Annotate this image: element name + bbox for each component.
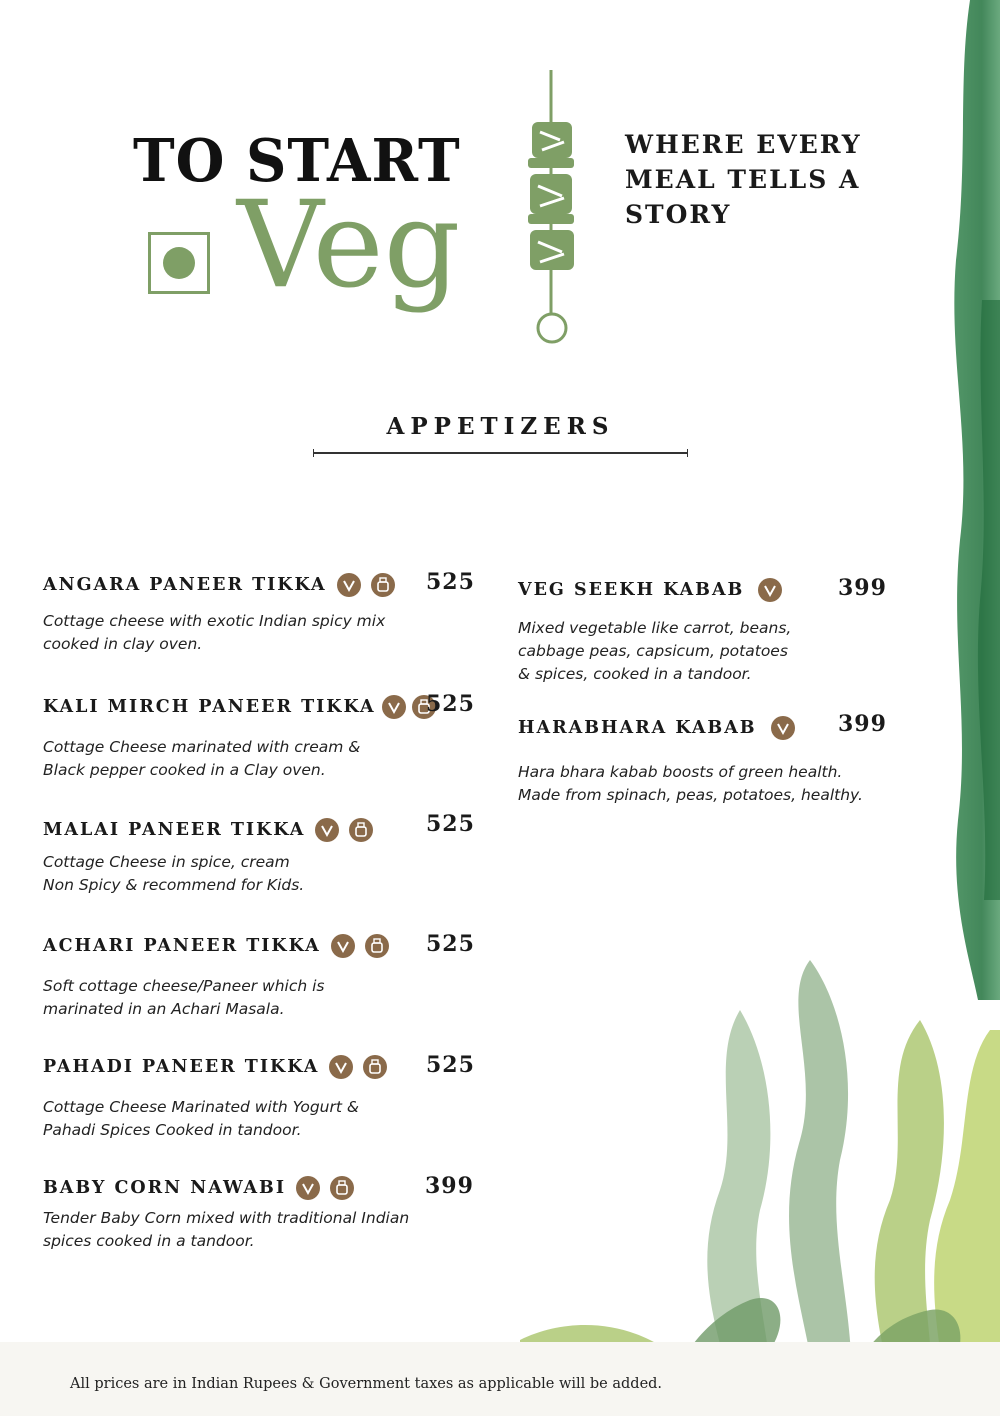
item-price: 399: [838, 711, 887, 737]
vegetarian-v-icon: [758, 578, 782, 602]
menu-item: [43, 1173, 473, 1253]
item-description: Soft cottage cheese/Paneer which is marinated in an Achari Masala.: [43, 977, 325, 1018]
veg-symbol-icon: [148, 232, 210, 294]
item-price: 525: [426, 1052, 475, 1078]
item-name: ACHARI PANEER TIKKA: [43, 936, 321, 956]
menu-item: [43, 811, 475, 897]
vegetarian-v-icon: [315, 818, 339, 842]
item-description: Cottage Cheese in spice, cream Non Spicy & recommend for Kids.: [43, 853, 305, 894]
item-price: 525: [426, 569, 475, 595]
vegetarian-v-icon: [329, 1055, 353, 1079]
vegetarian-v-icon: [382, 695, 406, 719]
item-description: Mixed vegetable like carrot, beans, cabbage peas, capsicum, potatoes & spices, cooked in a tandoor.: [518, 619, 792, 683]
skewer-icon: [520, 70, 584, 350]
item-name: KALI MIRCH PANEER TIKKA: [43, 697, 376, 717]
vegan-jar-icon: [363, 1055, 387, 1079]
menu-item: [43, 931, 473, 1021]
vegetarian-v-icon: [296, 1176, 320, 1200]
section-heading: APPETIZERS: [386, 413, 615, 440]
item-price: 525: [426, 811, 475, 837]
title-to-start: TO START: [133, 126, 461, 196]
item-name: MALAI PANEER TIKKA: [43, 820, 306, 840]
vegan-jar-icon: [349, 818, 373, 842]
item-price: 399: [425, 1173, 474, 1199]
menu-item: [43, 1052, 473, 1142]
item-name: BABY CORN NAWABI: [43, 1178, 287, 1198]
item-price: 399: [838, 575, 887, 601]
menu-item: [518, 575, 888, 686]
item-description: Tender Baby Corn mixed with traditional Indian spices cooked in a tandoor.: [43, 1209, 410, 1250]
vegetarian-v-icon: [337, 573, 361, 597]
vegan-jar-icon: [371, 573, 395, 597]
item-description: Cottage cheese with exotic Indian spicy mix cooked in clay oven.: [43, 612, 386, 653]
section-divider: [313, 452, 688, 454]
item-description: Hara bhara kabab boosts of green health. Made from spinach, peas, potatoes, healthy.: [518, 763, 863, 804]
menu-item: [43, 692, 473, 782]
item-description: Cottage Cheese Marinated with Yogurt & Pahadi Spices Cooked in tandoor.: [43, 1098, 359, 1139]
item-description: Cottage Cheese marinated with cream & Black pepper cooked in a Clay oven.: [43, 738, 361, 779]
vegetarian-v-icon: [331, 934, 355, 958]
vegan-jar-icon: [330, 1176, 354, 1200]
item-name: HARABHARA KABAB: [518, 718, 757, 738]
footer-note: All prices are in Indian Rupees & Government taxes as applicable will be added.: [70, 1376, 663, 1392]
menu-item: [43, 570, 473, 656]
vegan-jar-icon: [365, 934, 389, 958]
title-veg: Veg: [237, 176, 461, 315]
item-name: VEG SEEKH KABAB: [518, 580, 745, 600]
item-name: ANGARA PANEER TIKKA: [43, 575, 327, 595]
vegetarian-v-icon: [771, 716, 795, 740]
tagline: WHERE EVERY MEAL TELLS A STORY: [625, 130, 862, 229]
item-price: 525: [426, 691, 475, 717]
menu-item: [518, 713, 888, 807]
item-price: 525: [426, 931, 475, 957]
item-name: PAHADI PANEER TIKKA: [43, 1057, 320, 1077]
